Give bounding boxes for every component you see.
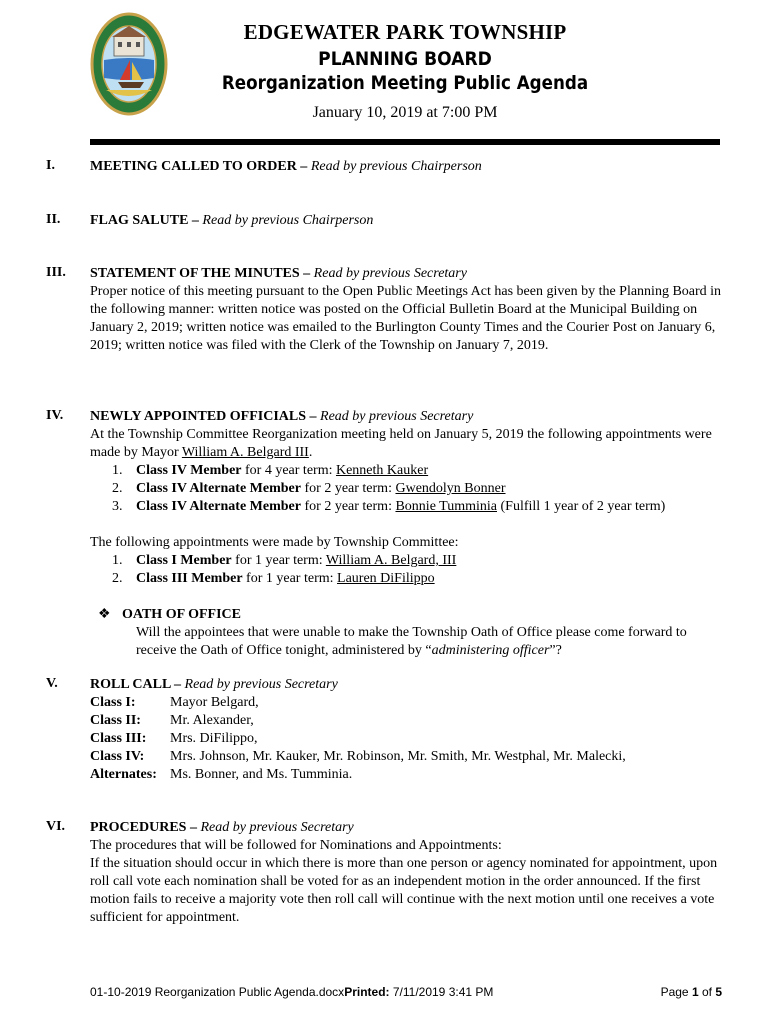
list-item: 2. Class IV Alternate Member for 2 year term: Gwendolyn Bonner xyxy=(112,481,506,496)
section-body: Proper notice of this meeting pursuant to the Open Public Meetings Act has been given by the Planning Board in the following manner: written notice was posted on the Official Bulletin Board at the Municipal Building on January 2, 2019; written notice was emailed to the Burlington County Times and the Courier Post on January 6, 2019; written notice was filed with the Clerk of the Township on January 7, 2019. xyxy=(90,284,722,353)
section-note: Read by previous Chairperson xyxy=(310,159,482,174)
section-number: I. xyxy=(46,158,55,173)
section-number: II. xyxy=(46,212,61,227)
section-flag-salute xyxy=(90,212,722,230)
roll-row: Class II: Mr. Alexander, xyxy=(90,713,254,728)
mayor-name: William A. Belgard III xyxy=(181,445,309,460)
section-title: FLAG SALUTE – xyxy=(90,213,199,228)
section-number: VI. xyxy=(46,819,66,834)
footer-printed-date: 7/11/2019 3:41 PM xyxy=(389,985,494,999)
page-number: Page 1 of 5 xyxy=(660,985,722,999)
section-roll-call xyxy=(90,676,722,784)
procedures-intro: The procedures that will be followed for Nominations and Appointments: xyxy=(90,838,502,853)
procedures-body: If the situation should occur in which there is more than one person or agency nominated for appointment, upon roll call vote each nomination shall be voted for as an independent motion in the order announced. If the first motion fails to receive a majority vote then roll call will continue with the next motion until one receives a vote sufficient for appointment. xyxy=(90,856,718,925)
section-number: III. xyxy=(46,265,66,280)
header-divider xyxy=(90,139,720,145)
footer-filename: 01-10-2019 Reorganization Public Agenda.docx xyxy=(90,985,345,999)
section-title: STATEMENT OF THE MINUTES – xyxy=(90,266,311,281)
section-procedures xyxy=(90,819,722,927)
section-title: ROLL CALL – xyxy=(90,677,182,692)
section-note: Read by previous Secretary xyxy=(320,409,474,424)
section-note: Read by previous Secretary xyxy=(313,266,467,281)
section-appointed-officials xyxy=(90,408,722,660)
oath-heading: ❖ OATH OF OFFICE xyxy=(90,606,722,624)
section-note: Read by previous Chairperson xyxy=(202,213,374,228)
roll-row: Class IV: Mrs. Johnson, Mr. Kauker, Mr. Robinson, Mr. Smith, Mr. Westphal, Mr. Malecki, xyxy=(90,749,626,764)
section-note: Read by previous Secretary xyxy=(184,677,338,692)
oath-text: Will the appointees that were unable to make the Township Oath of Office please come forward to receive the Oath of Office tonight, administered by “administering officer”? xyxy=(136,625,687,658)
roll-row: Class I: Mayor Belgard, xyxy=(90,695,259,710)
document-subtitle: PLANNING BOARD xyxy=(318,48,492,70)
section-title: NEWLY APPOINTED OFFICIALS – xyxy=(90,409,317,424)
section-statement-minutes xyxy=(90,265,722,355)
appointments-intro: At the Township Committee Reorganization meeting held on January 5, 2019 the following appointments were made by Mayor William A. Belgard III. xyxy=(90,427,712,460)
page-footer: 01-10-2019 Reorganization Public Agenda.docxPrinted: 7/11/2019 3:41 PM Page 1 of 5 xyxy=(90,985,722,999)
section-title: MEETING CALLED TO ORDER – xyxy=(90,159,308,174)
list-item: 3. Class IV Alternate Member for 2 year term: Bonnie Tumminia (Fulfill 1 year of 2 year term) xyxy=(112,499,666,514)
roll-row: Alternates: Ms. Bonner, and Ms. Tumminia. xyxy=(90,767,353,782)
meeting-title: Reorganization Meeting Public Agenda xyxy=(221,72,589,94)
section-meeting-called xyxy=(90,158,722,176)
section-number: V. xyxy=(46,676,58,691)
section-title: PROCEDURES – xyxy=(90,820,197,835)
list-item: 1. Class IV Member for 4 year term: Kenneth Kauker xyxy=(112,463,429,478)
committee-appointments-intro: The following appointments were made by Township Committee: xyxy=(90,535,459,550)
roll-row: Class III: Mrs. DiFilippo, xyxy=(90,731,258,746)
diamond-bullet-icon: ❖ xyxy=(98,607,111,622)
list-item: 2. Class III Member for 1 year term: Lauren DiFilippo xyxy=(112,571,435,586)
meeting-date: January 10, 2019 at 7:00 PM xyxy=(312,104,498,121)
list-item: 1. Class I Member for 1 year term: William A. Belgard, III xyxy=(112,553,457,568)
section-number: IV. xyxy=(46,408,64,423)
section-note: Read by previous Secretary xyxy=(200,820,354,835)
document-title: EDGEWATER PARK TOWNSHIP xyxy=(243,20,567,44)
